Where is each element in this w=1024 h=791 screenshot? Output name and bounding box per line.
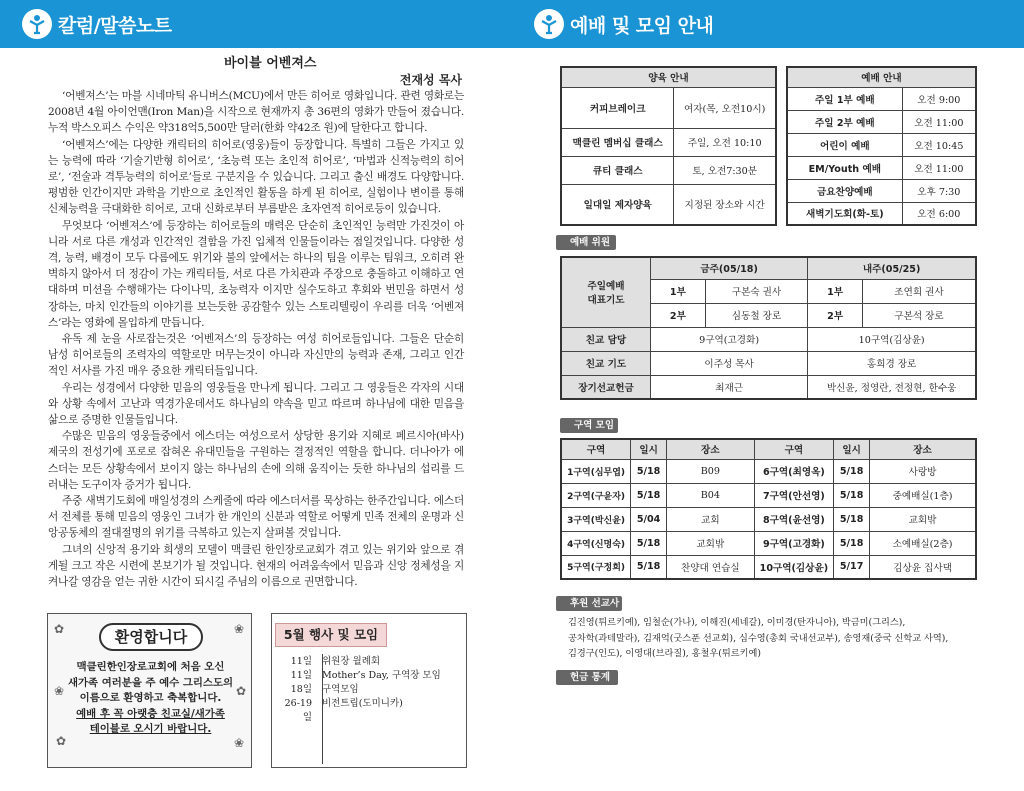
events-list	[280, 655, 441, 725]
district-date: 5/18	[834, 507, 870, 531]
church-logo	[534, 9, 564, 39]
flower-icon: ✿	[54, 622, 65, 636]
district-label: 구역 모임	[560, 418, 618, 433]
this-week-header: 금주(05/18)	[651, 257, 808, 279]
district-name: 1구역(심무엽)	[561, 459, 631, 483]
event-date: 11일	[290, 670, 312, 681]
district-place: B09	[667, 459, 755, 483]
col-header: 장소	[667, 439, 755, 459]
event-name: 비전트립(도미니카)	[322, 698, 403, 709]
nurture-table	[560, 66, 777, 226]
district-name: 4구역(신명숙)	[561, 531, 631, 555]
col-header: 일시	[631, 439, 667, 459]
district-name: 5구역(구정희)	[561, 555, 631, 579]
welcome-line: 예배 후 꼭 아랫층 친교실/새가족	[76, 707, 225, 720]
duty-next: 박신윤, 정영란, 전정현, 한수웅	[808, 375, 976, 399]
nurture-name: 맥클린 멤버십 클래스	[561, 128, 674, 156]
welcome-text	[48, 660, 253, 738]
duty-label: 친교 담당	[561, 327, 651, 351]
right-header-title: 예배 및 모임 안내	[570, 14, 714, 37]
duty-next: 10구역(김상윤)	[808, 327, 976, 351]
events-box	[271, 613, 467, 768]
district-date: 5/18	[834, 531, 870, 555]
worship-name: 새벽기도회(화-토)	[787, 202, 902, 225]
column-title: 바이블 어벤져스	[224, 56, 317, 71]
worship-time: 오전 11:00	[902, 156, 976, 179]
event-name: Mother’s Day, 구역장 모임	[322, 670, 441, 681]
service-label: 1부	[651, 279, 706, 303]
welcome-line: 테이블로 오시기 바랍니다.	[89, 723, 212, 735]
column-author: 전재성 목사	[399, 73, 462, 87]
district-date: 5/18	[631, 459, 667, 483]
district-place: 교회	[667, 507, 755, 531]
district-place: 김상윤 집사댁	[870, 555, 976, 579]
district-table	[560, 438, 977, 580]
welcome-line: 맥클린한인장로교회에 처음 오신	[76, 661, 225, 673]
nurture-name: 큐티 클래스	[561, 156, 674, 184]
district-place: 교회밖	[667, 531, 755, 555]
church-logo	[22, 9, 52, 39]
right-header	[512, 0, 1024, 48]
flower-icon: ✿	[56, 734, 67, 748]
district-place: 교회밖	[870, 507, 976, 531]
rep-this: 심동철 장로	[705, 303, 808, 327]
worship-header: 예배 안내	[787, 67, 976, 87]
paragraph: 그녀의 신앙적 용기와 희생의 모델이 맥클린 한인장로교회가 겪고 있는 위기와 앞으로 겪게될 크고 작은 시련에 본보기가 될 것입니다. 현재의 어려움속에서 믿음과 신앙 정체성을 지켜나갈 영감을 얻는 귀한 시간이 되시길 주님의 이름으로 권면합니다.	[48, 543, 464, 589]
event-name: 구역모임	[322, 684, 359, 695]
missionaries-label: 후원 선교사	[556, 596, 622, 611]
duty-this: 최재근	[651, 375, 808, 399]
district-date: 5/17	[834, 555, 870, 579]
flower-icon: ✿	[236, 684, 247, 698]
worship-name: 금요찬양예배	[787, 179, 902, 202]
table-row	[561, 531, 976, 555]
rep-next: 조연희 권사	[863, 279, 977, 303]
event-item	[280, 669, 441, 683]
nurture-name: 일대일 제자양육	[561, 184, 674, 225]
event-date: 11일	[290, 656, 312, 667]
district-date: 5/18	[631, 555, 667, 579]
duty-next: 홍희경 장로	[808, 351, 976, 375]
district-place: 중예배실(1층)	[870, 483, 976, 507]
district-name: 6구역(최영옥)	[754, 459, 834, 483]
nurture-time: 토, 오전7:30분	[674, 156, 776, 184]
event-date: 26-19일	[284, 698, 312, 723]
welcome-line: 새가족 여러분을 주 예수 그리스도의	[67, 676, 234, 689]
missionary-line: 김진영(튀르키예), 임철순(가나), 이해진(세네갈), 이미경(탄자니아), 박금미(그리스),	[568, 617, 906, 628]
duty-this: 9구역(고경화)	[651, 327, 808, 351]
nurture-time: 여자(목, 오전10시)	[674, 87, 776, 128]
paragraph: ‘어벤져스’에는 다양한 캐릭터의 히어로(영웅)들이 등장합니다. 특별히 그들은 가지고 있는 능력에 따라 ‘기술기반형 히어로’, ‘초능력 또는 초인적 히어로’, ‘마법과 신적능력의 히어로’, ‘전술과 격투능력의 히어로’들로 구분지을 수 있습니다. 그리고 출신 배경도 다양합니다. 평범한 인간이지만 과학을 기반으로 초인적인 활동을 하게 된 히어로, 실험이나 변이를 통해 신체능력을 극대화한 히어로, 고대 신화로부터 부름받은 초자연적 히어로등이 있습니다.	[48, 138, 464, 216]
col-header: 구역	[561, 439, 631, 459]
event-item	[280, 697, 441, 725]
nurture-name: 커피브레이크	[561, 87, 674, 128]
district-place: B04	[667, 483, 755, 507]
district-name: 7구역(안선영)	[754, 483, 834, 507]
column-article	[48, 88, 464, 590]
welcome-badge: 환영합니다	[99, 623, 203, 651]
offering-label: 헌금 통계	[556, 670, 618, 685]
welcome-box	[47, 613, 252, 768]
service-label: 1부	[808, 279, 863, 303]
flower-icon: ❀	[54, 684, 65, 698]
duty-label: 장기선교헌금	[561, 375, 651, 399]
rep-label: 주일예배 대표기도	[561, 257, 651, 327]
col-header: 구역	[754, 439, 834, 459]
district-name: 10구역(김상윤)	[754, 555, 834, 579]
service-label: 2부	[808, 303, 863, 327]
next-week-header: 내주(05/25)	[808, 257, 976, 279]
worship-time: 오후 7:30	[902, 179, 976, 202]
welcome-line: 이름으로 환영하고 축복합니다.	[79, 692, 222, 704]
table-row	[561, 507, 976, 531]
event-name: 위원장 월례회	[322, 656, 381, 667]
district-place: 사랑방	[870, 459, 976, 483]
worship-time: 오전 10:45	[902, 133, 976, 156]
event-date: 18일	[290, 684, 312, 695]
table-row	[561, 555, 976, 579]
paragraph: 유독 제 눈을 사로잡는것은 ‘어벤져스’의 등장하는 여성 히어로들입니다. 그들은 단순히 남성 히어로들의 조력자의 역할로만 머무는것이 아니라 자신만의 능력과 존재, 그리고 인간적인 서사를 가진 매우 중요한 캐릭터들입니다.	[48, 333, 464, 378]
missionary-line: 김경구(인도), 이영대(브라질), 홍철우(튀르키예)	[568, 648, 761, 659]
service-label: 2부	[651, 303, 706, 327]
paragraph: ‘어벤져스’는 마블 시네마틱 유니버스(MCU)에서 만든 히어로 영화입니다. 관련 영화로는 2008년 4월 아이언맨(Iron Man)을 시작으로 현재까지 총 36편의 영화가 만들어 졌습니다. 누적 박스오피스 수익은 약318억5,500만 달러(한화 약42조 원)에 달한다고 합니다.	[48, 90, 464, 135]
nurture-time: 주일, 오전 10:10	[674, 128, 776, 156]
worship-name: 주일 1부 예배	[787, 87, 902, 110]
worship-table	[786, 66, 977, 226]
worship-time: 오전 6:00	[902, 202, 976, 225]
worship-name: EM/Youth 예배	[787, 156, 902, 179]
paragraph: 우리는 성경에서 다양한 믿음의 영웅들을 만나게 됩니다. 그리고 그 영웅들은 각자의 시대와 상황 속에서 고난과 역경가운데서도 하나님의 약속을 믿고 따르며 하나님에 대한 믿음을 삶으로 증명한 인물들입니다.	[48, 381, 464, 427]
district-name: 2구역(구윤자)	[561, 483, 631, 507]
nurture-header: 양육 안내	[561, 67, 776, 87]
district-place: 소예배실(2층)	[870, 531, 976, 555]
district-place: 찬양대 연습실	[667, 555, 755, 579]
events-title: 5월 행사 및 모임	[275, 623, 387, 647]
nurture-time: 지정된 장소와 시간	[674, 184, 776, 225]
committee-table	[560, 256, 977, 400]
district-date: 5/18	[834, 459, 870, 483]
left-header-title: 칼럼/말씀노트	[58, 14, 172, 37]
worship-name: 어린이 예배	[787, 133, 902, 156]
col-header: 장소	[870, 439, 976, 459]
district-date: 5/18	[631, 531, 667, 555]
paragraph: 주중 새벽기도회에 매일성경의 스케줄에 따라 에스더서를 묵상하는 한주간입니다. 에스더서 전체를 통해 믿음의 영웅인 그녀가 한 개인의 신분과 역할로 어떻게 민족 전체의 운명과 신앙공동체의 절대절명의 위기를 극복하고 있는지 살펴볼 것입니다.	[48, 495, 464, 540]
rep-this: 구본숙 권사	[705, 279, 808, 303]
district-date: 5/18	[631, 483, 667, 507]
duty-label: 친교 기도	[561, 351, 651, 375]
district-date: 5/04	[631, 507, 667, 531]
missionary-line: 공차학(과테말라), 김재억(굿스푼 선교회), 심수영(총회 국내선교부), 송영재(중국 신학교 사역),	[568, 632, 949, 644]
left-header	[0, 0, 512, 48]
missionaries-list	[568, 615, 988, 662]
col-header: 일시	[834, 439, 870, 459]
district-date: 5/18	[834, 483, 870, 507]
paragraph: 무엇보다 ‘어벤져스’에 등장하는 히어로들의 매력은 단순히 초인적인 능력만 가진것이 아니라 서로 다른 개성과 인간적인 결함을 가진 입체적 인물들이라는 점일것입니다. 다양한 성격, 능력, 배경이 모두 다름에도 위기와 불의 앞에서는 하나의 팀을 이루는 팀워크, 오히려 완벽하지 않아서 더 정감이 가는 캐릭터들, 서로 다른 가치관과 주장으로 충돌하고 이해하고 연대하며 미션을 수행해가는 다이나믹, 초능력자 이지만 실수도하고 후회와 번민을 하면서 성장하는, 마치 인간들의 이야기를 보는듯한 공감할수 있는 스토리텔링이 우리를 더욱 ‘어벤져스’라는 영화에 몰입하게 만듭니다.	[48, 219, 464, 329]
worship-time: 오전 9:00	[902, 87, 976, 110]
flower-icon: ❀	[234, 736, 245, 750]
worship-time: 오전 11:00	[902, 110, 976, 133]
table-row	[561, 459, 976, 483]
district-name: 3구역(박신윤)	[561, 507, 631, 531]
district-name: 8구역(윤선영)	[754, 507, 834, 531]
committee-label: 예배 위원	[556, 235, 616, 250]
rep-next: 구본석 장로	[863, 303, 977, 327]
worship-name: 주일 2부 예배	[787, 110, 902, 133]
flower-icon: ❀	[234, 622, 245, 636]
district-name: 9구역(고경화)	[754, 531, 834, 555]
event-item	[280, 655, 441, 669]
event-item	[280, 683, 441, 697]
table-row	[561, 483, 976, 507]
paragraph: 수많은 믿음의 영웅들중에서 에스더는 여성으로서 상당한 용기와 지혜로 페르시아(바사) 제국의 전성기에 포로로 잡혀온 유대민들을 구원하는 결정적인 역할을 합니다. 더나아가 에스더는 모든 상황속에서 보이지 않는 하나님의 손에 의해 움직이는 듯한 하나님의 섭리를 드러내는 도구이자 증거가 됩니다.	[48, 430, 464, 491]
duty-this: 이주성 목사	[651, 351, 808, 375]
